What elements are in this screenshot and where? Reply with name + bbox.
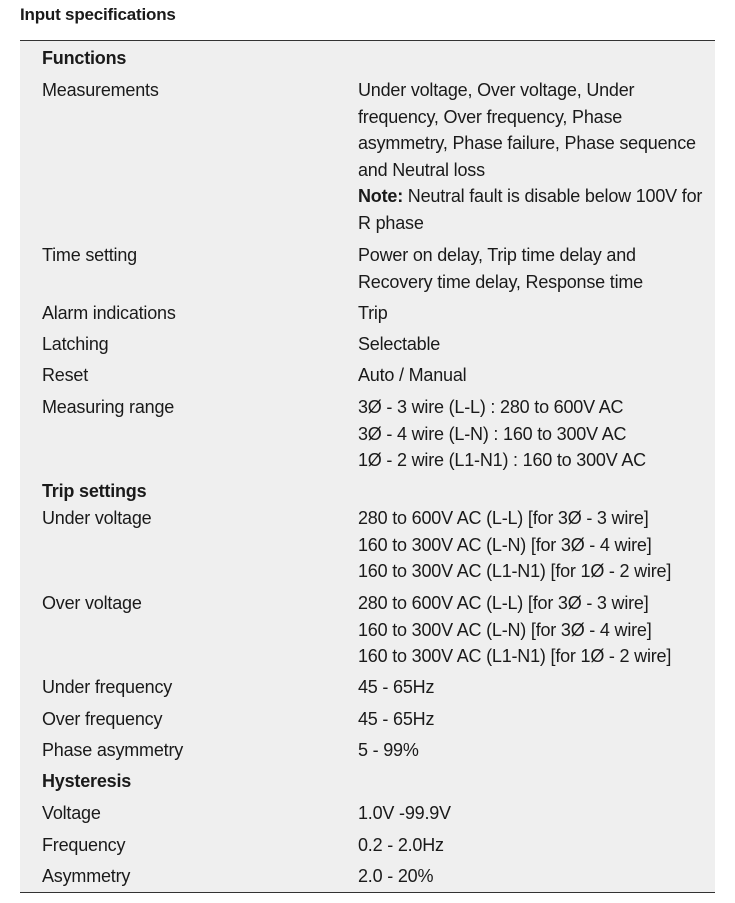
row-label: Over voltage <box>42 593 142 613</box>
section-trip-settings: Trip settings <box>42 481 147 501</box>
note-label: Note: <box>358 186 403 206</box>
row-value: 2.0 - 20% <box>358 866 434 886</box>
row-label: Over frequency <box>42 709 163 729</box>
section-hysteresis: Hysteresis <box>42 771 132 791</box>
row-label: Phase asymmetry <box>42 740 184 760</box>
row-value: Trip <box>358 303 388 323</box>
section-functions: Functions <box>42 48 127 68</box>
page-title: Input specifications <box>20 5 176 24</box>
row-value: 45 - 65Hz <box>358 677 435 697</box>
row-label: Measurements <box>42 80 159 100</box>
row-label: Measuring range <box>42 397 175 417</box>
row-value: 1.0V -99.9V <box>358 803 451 823</box>
row-value: Auto / Manual <box>358 365 467 385</box>
row-label: Latching <box>42 334 109 354</box>
row-value: 5 - 99% <box>358 740 419 760</box>
row-label: Reset <box>42 365 89 385</box>
row-label: Asymmetry <box>42 866 131 886</box>
row-value: 0.2 - 2.0Hz <box>358 835 444 855</box>
row-value: 45 - 65Hz <box>358 709 435 729</box>
row-value: 3Ø - 3 wire (L-L) : 280 to 600V AC 3Ø - 4 wire (L-N) : 160 to 300V AC 1Ø - 2 wire (L1-N1) : 160 to 300V AC <box>358 397 646 470</box>
row-value: 280 to 600V AC (L-L) [for 3Ø - 3 wire] 160 to 300V AC (L-N) [for 3Ø - 4 wire] 160 to 300V AC (L1-N1) [for 1Ø - 2 wire] <box>358 508 672 581</box>
row-label: Alarm indications <box>42 303 176 323</box>
row-label: Time setting <box>42 245 137 265</box>
row-label: Under frequency <box>42 677 173 697</box>
row-label: Frequency <box>42 835 126 855</box>
row-value: 280 to 600V AC (L-L) [for 3Ø - 3 wire] 160 to 300V AC (L-N) [for 3Ø - 4 wire] 160 to 300V AC (L1-N1) [for 1Ø - 2 wire] <box>358 593 672 666</box>
spec-table <box>20 40 715 893</box>
row-value: Selectable <box>358 334 441 354</box>
row-label: Under voltage <box>42 508 152 528</box>
row-label: Voltage <box>42 803 101 823</box>
note-line: Note: Neutral fault is disable below 100V for <box>358 186 703 206</box>
row-value: Power on delay, Trip time delay and Recovery time delay, Response time <box>358 245 643 292</box>
row-value: Under voltage, Over voltage, Under frequency, Over frequency, Phase asymmetry, Phase failure, Phase sequence and Neutral loss Note: Neutral fault is disable below 100V for R phase <box>358 77 708 236</box>
